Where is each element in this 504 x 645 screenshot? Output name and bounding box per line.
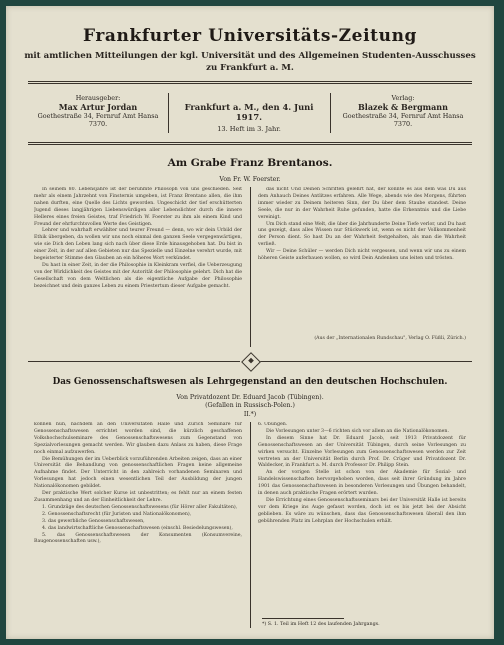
article-byline-jacob: Von Privatdozent Dr. Eduard Jacob (Tübingen). (176, 394, 324, 401)
header-rule-bottom-2 (28, 144, 472, 145)
paragraph: Wir — Deine Schüler — werden Dich nicht vergessen, und wenn wir uns zu einem höheren Geiste auferbauen wollen, so wird Dein Andenken uns leiten und trösten. (258, 249, 466, 262)
list-item: 3. das gewerbliche Genossenschaftswesen, (42, 518, 145, 524)
section-rule-right (260, 361, 472, 362)
publisher-block (334, 94, 472, 128)
editor-label: Herausgeber: (75, 94, 121, 102)
article-column-right-brentano (258, 187, 466, 333)
paragraph: In seinem 80. Lebensjahre ist der berühmte Philosoph von uns geschieden. Seit mehr als einem Jahrzehnt von Finsternis umgeben, ist Franz Brentano allen, die ihm nahen durften, eine Quelle des Lichts geworden. Ungeschickt der tief erschütterten Jugend dieses langjährigen Liebenswürdigen aller Lebenslichter durch die innere Helleres eines freien Geistes, traf Friedrich W. Foerster zu ihm als einem Kind und Freund der ehrfurchtsvollen Werte des Geistigen. (34, 187, 242, 227)
footnote-rule (262, 618, 344, 619)
paragraph: Lehrer und wahrhaft erwählter und teurer Freund — denn, wo wir dein Urbild der Ethik übergeben, da wollen wir uns noch einmal den ganzen Seele vergegenwärtigen, wie sie Dich den Leben lang sich nach über diese Erde hinausgehoben hat. Du bist in einer Zeit, in der auf allen Gebieten nur das Spezielle und Einzelne verehrt wurde, mit begeisterter Stimme den Glauben an ein höheres Wort verkündet. (34, 228, 242, 262)
list-item: 6. Übungen. (258, 422, 288, 427)
list-item: 4. das landwirtschaftliche Genossenschaftswesen (einschl. Besiedelungswesen), (42, 525, 233, 531)
header-divider-left (168, 93, 169, 133)
article-part: II.*) (243, 411, 257, 418)
paragraph: In diesem Sinne hat Dr. Eduard Jacob, seit 1913 Privatdozent für Genossenschaftswesen an der Universität Tübingen, durch seine Vorlesungen zu wirken versucht. Einzelne Vorlesungen zum Genossenschaftswesen werden zur Zeit vertreten an der Universität Berlin durch Prof. Dr. Crüger und Privatdozent Dr. Waldecker, in Frankfurt a. M. durch Professor Dr. Philipp Stein. (258, 435, 466, 469)
newspaper-page (6, 6, 494, 639)
header-rule-bottom (28, 142, 472, 143)
article-column-left-genossenschaft (34, 422, 242, 630)
issue-number: 13. Heft im 3. Jahr. (217, 125, 281, 133)
publisher-name: Blazek & Bergmann (358, 102, 448, 112)
paragraph: An der vorigen Stelle ist schon von der Akademie für Sozial- und Handelswissenschaften hervorgehoben worden, dass seit ihrer Gründung im Jahre 1901 das Genossenschaftswesen in besonderen Vorlesungen und Übungen behandelt, in denen auch praktische Fragen erörtert wurden. (258, 470, 466, 497)
source-note: (Aus der „Internationalen Rundschau", Verlag O. Füßli, Zürich.) (314, 336, 466, 341)
article-column-left-brentano (34, 187, 242, 350)
paragraph: Um Dich stand eine Welt, die über die Jahrhunderte Deine Tiefe verlor, und Du hast uns gezeigt, dass alles Wissen nur Stückwerk ist, wenn es nicht der Vollkommenheit der Person dient. So hast Du an der Wahrheit festgehalten, als man die Wahrheit verließ. (258, 221, 466, 248)
masthead-title: Frankfurter Universitäts-Zeitung (82, 26, 418, 46)
publisher-label: Verlag: (391, 94, 415, 102)
issue-date: Frankfurt a. M., den 4. Juni 1917. (184, 102, 314, 122)
masthead-location: zu Frankfurt a. M. (206, 63, 294, 73)
publisher-address: Goethestraße 34, Fernruf Amt Hansa 7370. (342, 112, 464, 128)
article-title-genossenschaft: Das Genossenschaftswesen als Lehrgegenstand an den deutschen Hochschulen. (52, 377, 448, 387)
list-item: 1. Grundzüge des deutschen Genossenschaftswesens (für Hörer aller Fakultäten), (42, 504, 238, 510)
paragraph: Die Errichtung eines Genossenschaftsseminars bei der Universität Halle ist bereits vor dem Kriege ins Auge gefasst worden, doch ist es bis jetzt bei der Absicht geblieben. Es wäre zu wünschen, dass das Genossenschaftswesen überall den ihm gebührenden Platz im Lehrplan der Hochschulen erhält. (258, 497, 466, 524)
column-divider-2 (250, 422, 251, 628)
editor-address: Goethestraße 34, Fernruf Amt Hansa 7370. (37, 112, 159, 128)
column-divider (250, 187, 251, 347)
issue-block (176, 102, 322, 133)
header-rule-top-2 (28, 83, 472, 84)
article-byline-brentano: Von Fr. W. Foerster. (219, 176, 281, 183)
header-divider-right (330, 93, 331, 133)
footnote: *) S. 1. Teil im Heft 12 des laufenden Jahrgangs. (262, 622, 380, 627)
paragraph: Die Vorlesungen unter 3—6 richten sich vor allem an die Nationalökonomen. (266, 428, 449, 434)
article-byline-note: (Gefallen in Russisch-Polen.) (205, 402, 295, 409)
paragraph: können nun, nachdem an den Universitäten Halle und Zürich Seminare für Genossenschaftswesen errichtet worden sind, die kürzlich geschaffenen Volkshochschulseminare des Genossenschaftswesens zum Gegenstand von Spezialvorlesungen gemacht werden. Wir glauben dazu Anlass zu haben, diese Frage noch einmal aufzuwerfen. (34, 422, 242, 455)
editor-block (30, 94, 166, 128)
diamond-ornament-icon (241, 352, 261, 372)
paragraph: Der praktische Wert solcher Kurse ist unbestritten; es fehlt nur an einem festen Zusammenhang und an der Einheitlichkeit der Lehre. (34, 491, 242, 503)
section-rule-left (28, 361, 240, 362)
masthead-subtitle: mit amtlichen Mitteilungen der kgl. Universität und des Allgemeinen Studenten-Ausschusses (24, 51, 476, 61)
paragraph: das nicht Und Deinen Schriften gelehrt hat, der konnte es aus dem was Du aus dem Anhauch Deines Antlitzes erfahren. Alle Wege, abends wie des Morgens, führten immer wieder zu Deinem heiteren Sinn, der Du über dem Staube standest. Deine Seele, die nur in der Wahrheit Ruhe gefunden, hatte die Erkenntnis und die Liebe vereinigt. (258, 187, 466, 220)
list-item: 2. Genossenschaftsrecht (für Juristen und Nationalökonomen), (42, 511, 192, 517)
article-title-brentano: Am Grabe Franz Brentanos. (167, 157, 333, 169)
article-column-right-genossenschaft (258, 422, 466, 614)
paragraph: Du hast in einer Zeit, in der die Philosophie in Kleinkram verfiel, die Ueberzeugung von der Wirklichkeit des Geistes mit der Autorität der Philosophie gelehrt. Dich hat die Gesellschaft von dem Weltlichen als die eigentliche Aufgabe der Philosophie bezeichnet und dein ganzes Leben zu einem Priestertum dieser Aufgabe gemacht. (34, 262, 242, 289)
paragraph: Die Bemühungen der im Ueberblick vorzuführenden Arbeiten zeigen, dass an einer Universität die Behandlung von genossenschaftlichen Fragen keine allgemeine Aufnahme findet. Der Unterricht in den zahlreich vorhandenen Seminaren und Vorlesungen hat jedoch einen wesentlichen Teil der Ausbildung der jungen Nationalökonomen gebildet. (34, 456, 242, 490)
editor-name: Max Artur Jordan (58, 102, 138, 112)
list-item: 5. das Genossenschaftswesen der Konsumenten (Konsumvereine, Baugenossenschaften usw.), (34, 532, 242, 545)
